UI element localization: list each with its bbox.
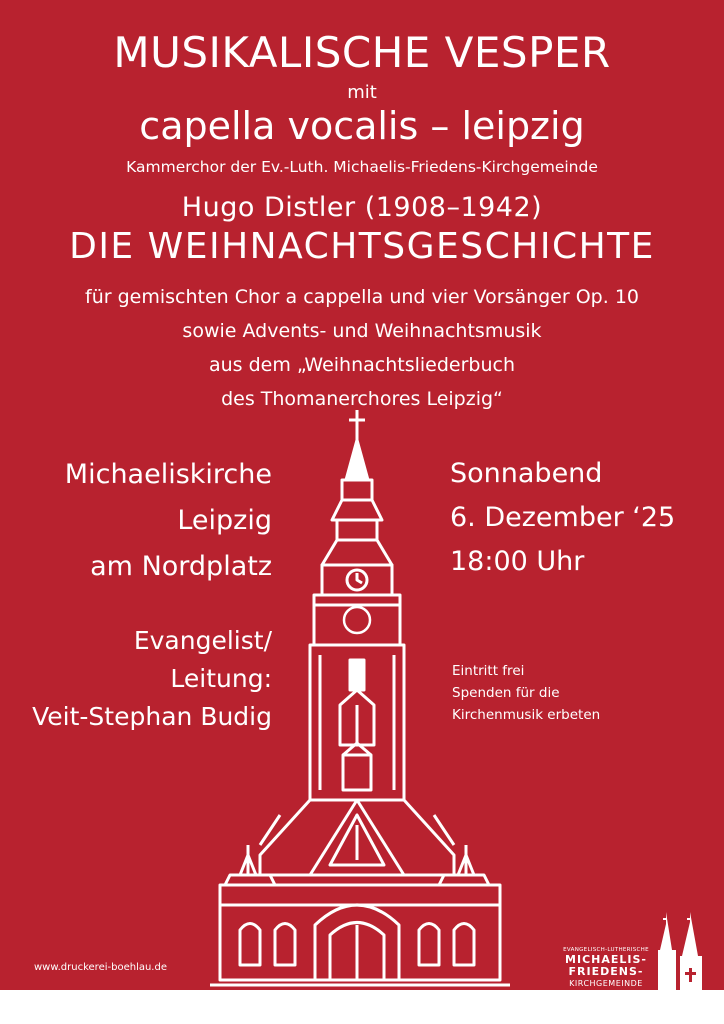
work-title: DIE WEIHNACHTSGESCHICHTE	[69, 226, 655, 267]
choir-subtitle: Kammerchor der Ev.-Luth. Michaelis-Friedens-Kirchgemeinde	[126, 158, 598, 176]
event-title: MUSIKALISCHE VESPER	[113, 28, 611, 77]
work-description	[0, 280, 724, 416]
date-line: 18:00 Uhr	[450, 546, 585, 577]
location-line: am Nordplatz	[90, 551, 272, 582]
description-line: für gemischten Chor a cappella und vier Vorsänger Op. 10	[85, 286, 639, 308]
bottom-bar	[0, 990, 724, 1024]
choir-name: capella vocalis – leipzig	[139, 104, 585, 148]
logo-line-3: FRIEDENS-	[568, 965, 644, 978]
mit-label: mit	[347, 82, 377, 103]
printer-url: www.druckerei-boehlau.de	[34, 962, 167, 973]
leader-line: Veit-Stephan Budig	[32, 702, 272, 731]
composer: Hugo Distler (1908–1942)	[181, 192, 543, 223]
church-towers-logo-icon	[652, 910, 704, 992]
parish-logo-text	[560, 946, 652, 990]
church-tower-icon	[200, 405, 520, 990]
logo-line-1: EVANGELISCH-LUTHERISCHE	[563, 947, 649, 953]
date-line: Sonnabend	[450, 458, 603, 489]
location-line: Leipzig	[177, 505, 272, 536]
description-line: aus dem „Weihnachtsliederbuch	[208, 354, 516, 376]
description-line: des Thomanerchores Leipzig“	[221, 388, 503, 410]
date-line: 6. Dezember ‘25	[450, 502, 676, 533]
description-line: sowie Advents- und Weihnachtsmusik	[182, 320, 542, 342]
location-line: Michaeliskirche	[64, 459, 272, 490]
logo-line-2: MICHAELIS-	[565, 953, 647, 966]
entry-line: Spenden für die	[452, 685, 560, 701]
entry-line: Eintritt frei	[452, 663, 525, 679]
entry-line: Kirchenmusik erbeten	[452, 707, 601, 723]
logo-line-4: KIRCHGEMEINDE	[569, 979, 643, 988]
leader-line: Leitung:	[170, 664, 272, 693]
leader-line: Evangelist/	[133, 626, 272, 655]
